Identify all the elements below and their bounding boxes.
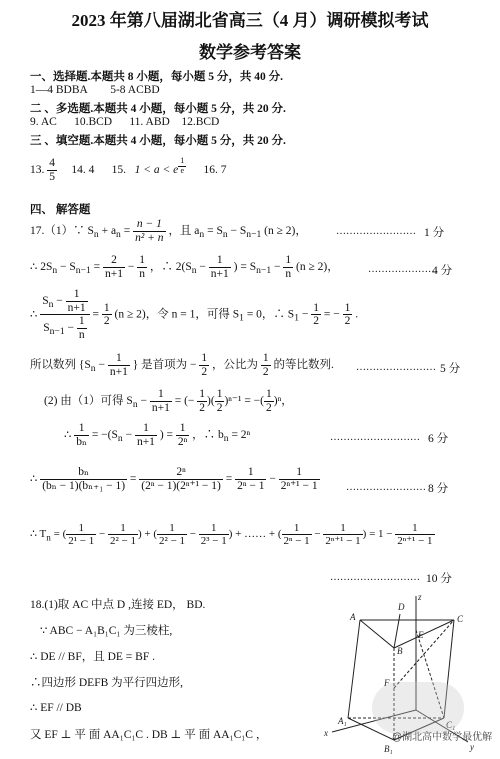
q17-l8-d: ) + ( <box>137 528 158 541</box>
watermark-logo <box>372 682 464 734</box>
q17-l3-frac1 <box>102 302 112 328</box>
q17-l7-b: = <box>129 472 137 485</box>
q17-l8-frac4 <box>199 522 229 547</box>
q17-l4-frac3 <box>261 352 271 378</box>
q17-l8-n3: 1 <box>157 522 187 535</box>
q17-l2-n1: 2 <box>103 254 125 268</box>
q17-l5-n3: 1 <box>216 388 223 400</box>
q17-l3-d3: 2 <box>344 315 351 328</box>
q17-l3-num-fd: n+1 <box>67 301 86 314</box>
q17-l3-bigfrac <box>40 288 89 342</box>
q17-l8-frac1 <box>66 522 96 547</box>
q17-l1-d: ，且 a <box>168 224 200 237</box>
label-B1: B₁ <box>384 744 393 754</box>
q17-l2-n4: 1 <box>285 254 292 266</box>
q17-l7-frac3 <box>235 466 266 492</box>
q17-l6-n1: 1 <box>74 422 89 436</box>
q17-l1-e: = S <box>207 224 223 237</box>
fill-answers-row <box>30 157 227 183</box>
q18-line-1: 18.(1)取 AC 中点 D ,连接 ED， BD. <box>30 599 206 611</box>
q17-l6-d1: bₙ <box>76 435 87 448</box>
q17-l3-e: − <box>301 308 309 321</box>
q17-l5-e: )ⁿ⁻¹ = −( <box>224 394 264 407</box>
section-choice-heading: 一、选择题.本题共 8 小题，每小题 5 分，共 40 分. <box>30 71 283 83</box>
q17-l3-bigden: $S_{n-1}$ − $\frac{1}{n}$ <box>43 315 85 341</box>
q17-l1-g: (n ≥ 2)， <box>264 224 307 237</box>
q17-l2-frac3 <box>209 254 231 280</box>
q17-l6-e: ，∴ b <box>192 428 224 441</box>
q15-sup-den: e <box>180 165 185 175</box>
q17-l8-frac2 <box>108 522 138 547</box>
section-choice-answers: 1—4 BDBA 5-8 ACBD <box>30 84 160 96</box>
q17-l5-d1: n+1 <box>151 401 170 414</box>
q18-line-4: ∴四边形 DEFB 为平行四边形, <box>30 677 184 689</box>
q17-l1-den: n² + n <box>135 231 164 244</box>
q17-l3-f: = − <box>323 308 340 321</box>
q17-l6-d3: 2ⁿ <box>177 435 188 448</box>
q17-l3-b: = <box>92 308 100 321</box>
q17-l5-frac1 <box>150 388 172 414</box>
q17-l7-d: − <box>269 472 276 485</box>
label-A: A <box>350 612 356 622</box>
edge-AB <box>360 620 394 648</box>
q14-answer: 14. 4 <box>71 163 95 176</box>
q13-label: 13. <box>30 163 45 176</box>
q17-l7-n3: 1 <box>235 466 266 480</box>
q17-l4-d3: 2 <box>262 365 269 378</box>
q17-l3-d2: 2 <box>313 315 319 328</box>
q17-l8-b: = ( <box>53 528 67 541</box>
q17-line-8: ∴ $T_n$ = ( $\frac{1}{\text{2¹ − 1}}$ − $\frac{1}{\text{2² − 1}}$ ) + ( $\frac{1}{\text{2² − 1}}$ − $\frac{1}{\text{2³ − 1}}$ ) + …… + ( $\frac{1}{\text{2ⁿ − 1}}$ − $\frac{1}{\text{2ⁿ⁺¹ − 1}}$ ) = 1 − $\frac{1}{\text{2ⁿ⁺¹ − 1}}$ <box>30 522 433 548</box>
q17-l5-frac4 <box>264 388 274 414</box>
q17-l7-d4: 2ⁿ⁺¹ − 1 <box>280 479 318 492</box>
q17-l2-frac2 <box>137 254 147 280</box>
q13-num: 4 <box>49 157 55 170</box>
q17-l8-d5: 2ⁿ − 1 <box>283 535 310 548</box>
q17-l7-n4: 1 <box>279 466 320 480</box>
q17-l1-c: = <box>123 224 131 237</box>
q17-l2-n3: 1 <box>209 254 231 268</box>
q17-line-6: ∴ $\frac{1}{\text{bₙ}}$ = $-(S_n$ − $\frac{1}{n+1}$ ) = $\frac{1}{\text{2ⁿ}}$ ，∴ $b_n = 2^n$ <box>64 422 251 448</box>
label-z: z <box>418 592 422 602</box>
section-multi-heading: 二 、多选题.本题共 4 小题，每小题 5 分，共 20 分. <box>30 103 286 115</box>
label-C: C <box>457 614 464 624</box>
q13-den: 5 <box>49 170 55 183</box>
q15-expr: 1 < a < e <box>134 163 179 176</box>
q18-line-6: 又 EF ⊥ 平 面 AA₁C₁C . DB ⊥ 平 面 AA₁C₁C ， <box>30 729 268 741</box>
q17-l5-frac3 <box>215 388 225 414</box>
q17-l7-c: = <box>225 472 233 485</box>
q17-l3-n3: 1 <box>344 301 351 314</box>
q17-l6-score: 6 分 <box>428 433 449 445</box>
edge-BC <box>394 620 454 648</box>
q17-l3-num-b: − <box>56 294 63 307</box>
q17-l4-dots: …………………… <box>356 362 436 373</box>
q17-l7-score: 8 分 <box>428 483 449 495</box>
q17-l8-n6: 1 <box>323 522 362 535</box>
q15-sup <box>178 157 186 176</box>
q17-l2-d2: n <box>139 267 146 280</box>
q17-l3-bignum: $S_n$ − $\frac{1}{n+1}$ <box>40 288 89 315</box>
q17-line-2: ∴ $2S_n - S_{n-1}$ = $\frac{2}{n+1}$ − $\frac{1}{n}$ ，∴ $2(S_n$ − $\frac{1}{n+1}$ ) = $S_{n-1}$ − $\frac{1}{n}$ (n ≥ 2)， <box>30 254 339 280</box>
q17-l2-a: ∴ 2S <box>30 260 53 273</box>
label-D: D <box>398 602 405 612</box>
page-title: 2023 年第八届湖北省高三（4 月）调研模拟考试 <box>71 11 429 30</box>
q17-l7-d1: (bₙ − 1)(bₙ₊₁ − 1) <box>42 479 126 492</box>
q17-l2-c: = <box>93 260 101 273</box>
q17-l6-dots: ……………………… <box>330 432 420 443</box>
q17-l2-d3: n+1 <box>210 267 229 280</box>
q17-l1-score: 1 分 <box>424 227 445 239</box>
q17-l3-den-fn: 1 <box>78 315 85 328</box>
q17-l9-dots: ……………………… <box>330 572 420 583</box>
q17-l2-d4: n <box>285 267 292 280</box>
label-B: B <box>397 646 403 656</box>
segment-DB <box>394 614 400 648</box>
q17-l8-f: ) + …… + ( <box>228 528 282 541</box>
q17-l8-n7: 1 <box>395 522 434 535</box>
q17-line-5: (2) 由（1）可得 $S_n$ − $\frac{1}{n+1}$ = (− $\frac{1}{2}$ )( $\frac{1}{2}$ )ⁿ⁻¹ = −( $\frac{1}{2}$ )ⁿ， <box>44 388 293 414</box>
q17-l7-n1: bₙ <box>40 466 127 480</box>
q17-l5-d: )( <box>207 394 215 407</box>
q17-l2-h: − <box>274 260 281 273</box>
label-A1: A₁ <box>338 716 347 726</box>
q16-answer: 16. 7 <box>203 163 227 176</box>
q17-l2-b: − S <box>60 260 76 273</box>
q17-l5-a: (2) 由（1）可得 S <box>44 394 133 407</box>
q17-l2-g: ) = S <box>233 260 257 273</box>
q17-l8-e: − <box>189 528 196 541</box>
q17-l4-e: 的等比数列. <box>273 358 334 371</box>
q17-l2-n2: 1 <box>139 254 146 266</box>
q17-l3-c: (n ≥ 2)，令 n = 1，可得 S <box>114 308 240 321</box>
q17-l2-frac4 <box>283 254 293 280</box>
q17-l8-d6: 2ⁿ⁺¹ − 1 <box>325 535 361 548</box>
q17-l3-den-b: − <box>67 322 74 335</box>
q17-l2-i: (n ≥ 2)， <box>296 260 339 273</box>
q17-l3-g: . <box>355 308 359 321</box>
label-E: E <box>418 630 424 640</box>
q17-l7-frac1 <box>40 466 127 492</box>
q17-l3-a: ∴ <box>30 308 38 321</box>
q17-l2-d1: n+1 <box>105 267 124 280</box>
q17-l8-frac3 <box>157 522 187 547</box>
q17-l3-n2: 1 <box>313 301 319 314</box>
q17-l8-frac6 <box>323 522 362 547</box>
q17-l8-d2: 2² − 1 <box>109 535 136 548</box>
q17-l4-d: ，公比为 <box>211 358 258 371</box>
q17-l5-d2: 2 <box>199 401 206 414</box>
q17-l8-n4: 1 <box>199 522 229 535</box>
q17-l6-frac2 <box>135 422 157 448</box>
q17-l7-a: ∴ <box>30 472 38 485</box>
q17-l6-d: ) = <box>159 428 174 441</box>
q17-l2-dots: ………………… <box>368 264 438 275</box>
q17-l7-d2: (2ⁿ − 1)(2ⁿ⁺¹ − 1) <box>141 479 221 492</box>
q17-l8-frac5 <box>282 522 312 547</box>
q17-l8-n5: 1 <box>282 522 312 535</box>
q17-l7-d3: 2ⁿ − 1 <box>237 479 265 492</box>
q17-l5-n2: 1 <box>199 388 206 400</box>
watermark-text: @湖北高中数学最优解 <box>392 732 493 743</box>
q17-l5-n4: 1 <box>266 388 272 400</box>
q17-l4-c: } 是首项为 − <box>132 358 197 371</box>
label-C1: C₁ <box>446 720 456 730</box>
q17-l7-frac2 <box>139 466 223 492</box>
q17-l7-dots: …………………… <box>346 482 426 493</box>
q17-l1-dots: …………………… <box>336 226 416 237</box>
section-fill-heading: 三 、填空题.本题共 4 小题，每小题 5 分，共 20 分. <box>30 135 286 147</box>
page-subtitle: 数学参考答案 <box>199 43 301 62</box>
q17-l6-frac3 <box>176 422 189 448</box>
q17-l4-score: 5 分 <box>440 363 461 375</box>
q17-line-1: 17.（1）∵ $S_n + a_n$ = $\frac{n - 1}{\text{n² + n}}$ ，且 $a_n = S_n - S_{n-1}$ (n ≥ 2)， <box>30 218 307 244</box>
q17-l5-b: − <box>140 394 147 407</box>
q17-l8-c: − <box>99 528 106 541</box>
q17-l4-n3: 1 <box>262 352 269 364</box>
segment-FC <box>394 620 454 688</box>
q17-l9-score: 10 分 <box>426 573 452 585</box>
q17-l6-n2: 1 <box>135 422 157 436</box>
q17-l8-g: − <box>314 528 321 541</box>
q17-l5-c: = (− <box>174 394 195 407</box>
q17-l6-c: − <box>125 428 133 441</box>
q13-fraction <box>47 157 57 183</box>
q17-l4-d2: 2 <box>201 365 208 378</box>
q17-l5-n1: 1 <box>150 388 172 402</box>
section-solve-heading: 四、 解答题 <box>30 204 91 216</box>
q17-l3-frac2 <box>311 302 321 328</box>
q17-l2-frac1 <box>103 254 125 280</box>
q17-l5-frac2 <box>197 388 207 414</box>
q17-l8-a: ∴ T <box>30 528 47 541</box>
q15-label: 15. <box>111 163 126 176</box>
q17-l2-minus: − <box>127 260 135 273</box>
q17-l3-n1: 1 <box>103 301 110 314</box>
section-multi-answers: 9. AC 10.BCD 11. ABD 12.BCD <box>30 116 220 128</box>
q17-l7-frac4 <box>279 466 320 492</box>
q15-sup-num: 1 <box>180 156 185 165</box>
label-x: x <box>324 728 328 738</box>
q17-l7-n2: 2ⁿ <box>139 466 223 480</box>
q17-l6-b: = −(S <box>91 428 118 441</box>
q17-l3-den-a: S <box>43 322 50 335</box>
q17-line-3: ∴ $S_n$ − $\frac{1}{n+1}$ $S_{n-1}$ − $\frac{1}{n}$ = $\frac{1}{2}$ (n ≥ 2)，令 n = 1，可得 $S_1 = 0$，∴ $S_1$ − $\frac{1}{2}$ = − $\frac{1}{2}$ . <box>30 288 359 341</box>
q18-line-3: ∴ DE // BF，且 DE = BF . <box>30 651 155 663</box>
q17-l3-num-frac <box>66 288 88 314</box>
q17-l4-frac2 <box>199 352 209 378</box>
q17-l8-d1: 2¹ − 1 <box>68 535 95 548</box>
edge-AA1 <box>348 620 360 718</box>
q17-l3-num-fn: 1 <box>66 288 88 302</box>
q17-l1-frac <box>133 218 165 244</box>
q17-line-7 <box>30 466 320 492</box>
q17-l8-frac7 <box>395 522 434 547</box>
q17-l8-d4: 2³ − 1 <box>200 535 227 548</box>
q17-line-4: 所以数列 {$S_n$ − $\frac{1}{n+1}$ } 是首项为 − $\frac{1}{2}$ ，公比为 $\frac{1}{2}$ 的等比数列. <box>30 352 334 378</box>
q17-l4-n1: 1 <box>108 352 130 366</box>
q17-l5-d3: 2 <box>216 401 223 414</box>
q17-l6-f: = 2ⁿ <box>231 428 251 441</box>
q17-l8-n1: 1 <box>66 522 96 535</box>
q17-l6-frac1 <box>74 422 89 448</box>
q17-l3-frac3 <box>343 302 353 328</box>
label-y: y <box>470 742 474 752</box>
q17-l4-n2: 1 <box>201 352 208 364</box>
q18-line-5: ∴ EF // DB <box>30 702 82 714</box>
q17-l6-n3: 1 <box>176 422 189 436</box>
q17-l3-num-a: S <box>42 294 49 307</box>
q17-l4-a: 所以数列 {S <box>30 358 91 371</box>
q17-l2-f: − <box>199 260 206 273</box>
q17-l3-den-fd: n <box>78 328 85 341</box>
q17-l6-d2: n+1 <box>136 435 155 448</box>
q17-l2-score: 4 分 <box>432 265 453 277</box>
q17-l8-d3: 2² − 1 <box>159 535 186 548</box>
q17-l8-n2: 1 <box>108 522 138 535</box>
q17-l1-f: − S <box>230 224 247 237</box>
q17-l6-a: ∴ <box>64 428 72 441</box>
q17-l1-b: + a <box>101 224 117 237</box>
q17-l4-d1: n+1 <box>109 365 128 378</box>
q17-l5-f: )ⁿ， <box>273 394 293 407</box>
label-F: F <box>384 678 390 688</box>
q18-line-2: ∵ ABC − A₁B₁C₁ 为三棱柱, <box>40 625 173 637</box>
q17-l5-d4: 2 <box>266 401 272 414</box>
q17-l4-frac1 <box>108 352 130 378</box>
q17-l8-d7: 2ⁿ⁺¹ − 1 <box>397 535 433 548</box>
q17-l3-d: = 0，∴ S <box>246 308 295 321</box>
q17-l4-b: − <box>98 358 105 371</box>
q17-l8-h: ) = 1 − <box>362 528 393 541</box>
q17-l3-d1: 2 <box>103 315 110 328</box>
q17-l2-e: ，∴ 2(S <box>149 260 192 273</box>
q17-l1-num: n − 1 <box>133 218 165 232</box>
q17-l3-den-frac <box>77 315 87 341</box>
q17-l1-a: 17.（1）∵ S <box>30 224 94 237</box>
